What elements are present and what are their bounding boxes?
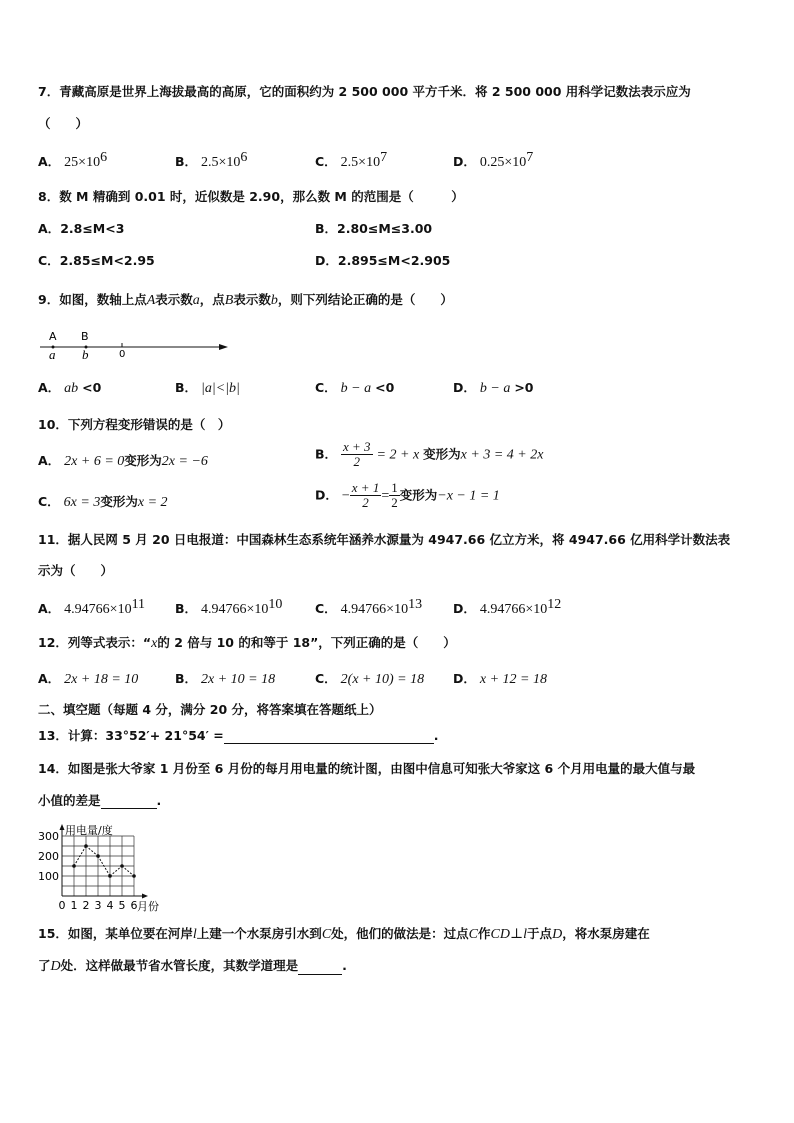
x-tick-label: 2 [82,899,90,912]
series-segment [86,846,98,856]
series-segment [110,866,122,876]
data-point [84,844,88,848]
x-tick-label: 4 [106,899,114,912]
q11-stem-line2: 示为（ ） [38,563,114,578]
y-tick-label: 100 [38,870,59,883]
q7-stem-line1: 7．青藏高原是世界上海拔最高的高原，它的面积约为 2 500 000 平方千米．将 2 500 000 用科学记数法表示应为 [38,84,691,99]
q8-option-a[interactable]: A．2.8≤M<3 [38,221,125,236]
q14-answer-blank[interactable] [101,794,157,809]
q13-answer-blank[interactable] [224,729,434,744]
q13-stem: 13．计算：33°52′+ 21°54′ = . [38,728,439,743]
q14-stem-line1: 14．如图是张大爷家 1 月份至 6 月份的每月用电量的统计图，由图中信息可知张大爷家这 6 个月用电量的最大值与最 [38,761,696,776]
q10-option-d[interactable]: D． − $\frac{x + 1}{2}$ = $\frac{1}{2}$ 变形为−x − 1 = 1 [315,480,500,511]
q15-stem-line2: 了D处．这样做最节省水管长度，其数学道理是 . [38,958,347,974]
q15-stem-line1: 15．如图，某单位要在河岸l上建一个水泵房引水到C处，他们的做法是：过点C作CD⊥l于点D，将水泵房建在 [38,926,650,942]
chart-x-ticks [59,899,138,912]
x-tick-label: 0 [58,899,66,912]
q9-option-a[interactable]: A． ab <0 [38,380,102,396]
data-point [132,874,136,878]
q14-electricity-chart [30,820,180,916]
q7-option-b[interactable]: B． $2.5\times 10^6$ [175,150,248,171]
q9-stem: 9．如图，数轴上点A表示数a，点B表示数b，则下列结论正确的是（ ） [38,292,453,308]
data-point [120,864,124,868]
x-tick-label: 6 [130,899,138,912]
x-tick-label: 1 [70,899,78,912]
q7-option-d[interactable]: D． $0.25\times 10^7$ [453,150,534,171]
chart-y-axis-label: 用电量/度 [65,824,113,837]
q8-stem: 8．数 M 精确到 0.01 时，近似数是 2.90，那么数 M 的范围是（ ） [38,189,464,204]
q11-option-a[interactable]: A． $4.94766\times 10^{11}$ [38,597,146,618]
q7-option-c[interactable]: C． $2.5\times 10^7$ [315,150,388,171]
y-axis-arrow-icon [60,824,65,830]
q10-option-c[interactable]: C． 6x = 3变形为x = 2 [38,494,168,510]
label-value-a: a [49,347,56,362]
section-heading-fill-in: 二、填空题（每题 4 分，满分 20 分，将答案填在答题纸上） [38,702,382,717]
chart-x-axis-label: 月份 [137,900,159,913]
label-zero: 0 [119,349,126,360]
q11-option-b[interactable]: B． $4.94766\times 10^{10}$ [175,597,283,618]
label-point-B: B [81,330,89,343]
q8-option-d[interactable]: D．2.895≤M<2.905 [315,253,451,268]
q9-option-b[interactable]: B． |a|<|b| [175,380,240,396]
q10-option-a[interactable]: A． 2x + 6 = 0变形为2x = −6 [38,453,208,469]
series-segment [122,866,134,876]
x-axis-arrow-icon [142,894,148,899]
q12-option-d[interactable]: D． x + 12 = 18 [453,671,547,687]
q7-stem-line2: （ ） [38,116,89,131]
q15-answer-blank[interactable] [298,960,342,975]
chart-series [72,844,136,878]
label-point-A: A [49,330,57,343]
q10-option-b[interactable]: B． $\frac{x + 3}{2}$ = 2 + x 变形为x + 3 = 4 + 2x [315,439,544,470]
q7-option-a[interactable]: A． $25\times 10^6$ [38,150,108,171]
q11-option-c[interactable]: C． $4.94766\times 10^{13}$ [315,597,423,618]
number-line-arrow-icon [219,344,228,350]
q9-option-c[interactable]: C． b − a <0 [315,380,395,396]
data-point [96,854,100,858]
data-point [108,874,112,878]
data-point [72,864,76,868]
q8-option-c[interactable]: C．2.85≤M<2.95 [38,253,155,268]
y-tick-label: 200 [38,850,59,863]
y-tick-label: 300 [38,830,59,843]
q8-option-b[interactable]: B．2.80≤M≤3.00 [315,221,433,236]
x-tick-label: 5 [118,899,126,912]
q9-number-line-figure [36,326,236,362]
label-value-b: b [82,347,89,362]
x-tick-label: 3 [94,899,102,912]
q12-option-a[interactable]: A． 2x + 18 = 10 [38,671,139,687]
q12-option-c[interactable]: C． 2(x + 10) = 18 [315,671,425,687]
q12-stem: 12．列等式表示：“x的 2 倍与 10 的和等于 18”，下列正确的是（ ） [38,635,456,651]
q10-stem: 10．下列方程变形错误的是（ ） [38,417,231,432]
chart-y-ticks [38,830,59,883]
q9-option-d[interactable]: D． b − a >0 [453,380,534,396]
q11-option-d[interactable]: D． $4.94766\times 10^{12}$ [453,597,562,618]
q12-option-b[interactable]: B． 2x + 10 = 18 [175,671,276,687]
q14-stem-line2: 小值的差是 . [38,793,162,808]
q11-stem-line1: 11．据人民网 5 月 20 日电报道：中国森林生态系统年涵养水源量为 4947.66 亿立方米，将 4947.66 亿用科学计数法表 [38,532,731,547]
